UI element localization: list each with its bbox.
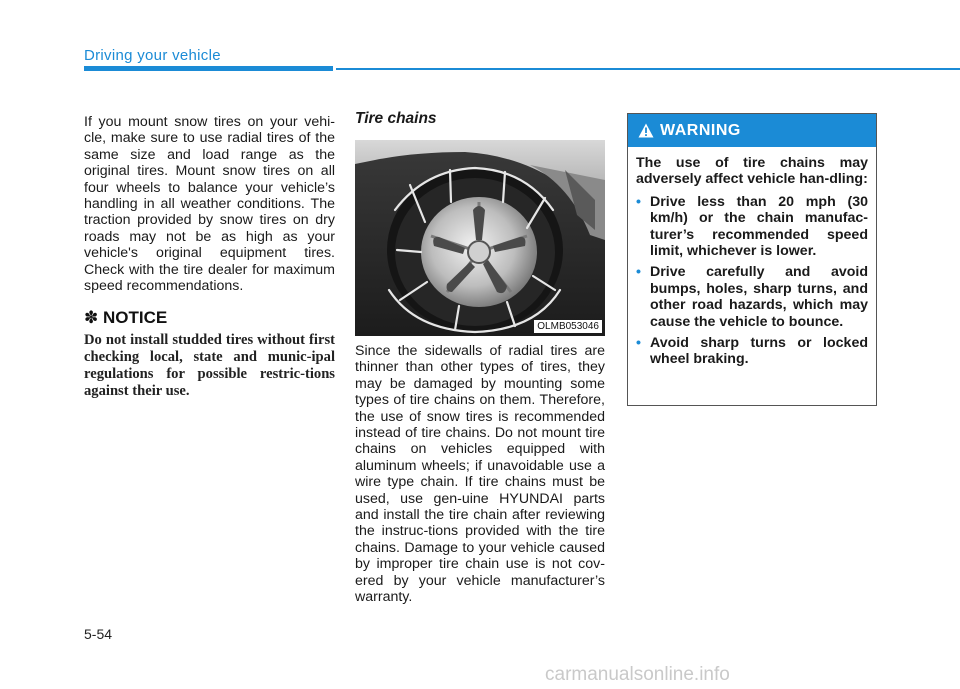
notice-text: Do not install studded tires without first checking local, state and munic-ipal regulations for possible restric-tions against their use. xyxy=(84,332,335,399)
section-header-title: Driving your vehicle xyxy=(84,47,221,64)
list-item xyxy=(636,264,868,330)
snow-tire-paragraph: If you mount snow tires on your vehi-cle, make sure to use radial tires of the same size and load range as the original tires. Mount snow tires on all four wheels to balance your vehicle’s handling in all weather conditions. The traction provided by snow tires on dry roads may not be as high as your vehicle's original equipment tires. Check with the tire dealer for maximum speed recommendations. xyxy=(84,114,335,295)
warning-item-text: Drive carefully and avoid bumps, holes, sharp turns, and other road hazards, which may cause the vehicle to bounce. xyxy=(650,264,868,330)
warning-list xyxy=(636,194,868,368)
warning-intro: The use of tire chains may adversely affect vehicle han-dling: xyxy=(636,155,868,188)
bullet-icon: • xyxy=(636,264,641,281)
warning-item-text: Drive less than 20 mph (30 km/h) or the chain manufac-turer’s recommended speed limit, whichever is lower. xyxy=(650,193,868,260)
warning-item-text: Avoid sharp turns or locked wheel braking. xyxy=(650,335,868,368)
page-number: 5-54 xyxy=(84,626,113,642)
bullet-icon: • xyxy=(636,193,641,210)
tire-chains-title: Tire chains xyxy=(355,110,437,127)
bullet-icon: • xyxy=(636,335,641,352)
tire-chain-photo xyxy=(355,140,605,336)
header-rule-thick xyxy=(84,66,333,71)
notice-heading xyxy=(84,308,167,328)
warning-triangle-icon xyxy=(638,123,654,138)
notice-title: NOTICE xyxy=(102,308,168,327)
notice-icon: ✽ xyxy=(84,308,99,327)
image-code-label: OLMB053046 xyxy=(534,320,602,333)
list-item xyxy=(636,194,868,260)
warning-label: WARNING xyxy=(660,121,741,139)
tire-chains-paragraph: Since the sidewalls of radial tires are thinner than other types of tires, they may be damaged by mounting some types of tire chains on them. Therefore, the use of snow tires is recommended instead of tire chains. Do not mount tire chains on vehicles equipped with aluminum wheels; if unavoidable use a wire type chain. If tire chains must be used, use gen-uine HYUNDAI parts and install the tire chain after reviewing the instruc-tions provided with the tire chains. Damage to your vehicle caused by improper tire chain use is not cov-ered by your vehicle manufacturer’s warranty. xyxy=(355,343,605,606)
watermark: carmanualsonline.info xyxy=(545,664,730,685)
warning-box xyxy=(627,113,877,406)
tire-chain-illustration xyxy=(355,140,605,336)
warning-body xyxy=(628,147,876,368)
header-rule-thin xyxy=(336,68,960,70)
list-item xyxy=(636,335,868,368)
warning-header xyxy=(628,114,876,147)
